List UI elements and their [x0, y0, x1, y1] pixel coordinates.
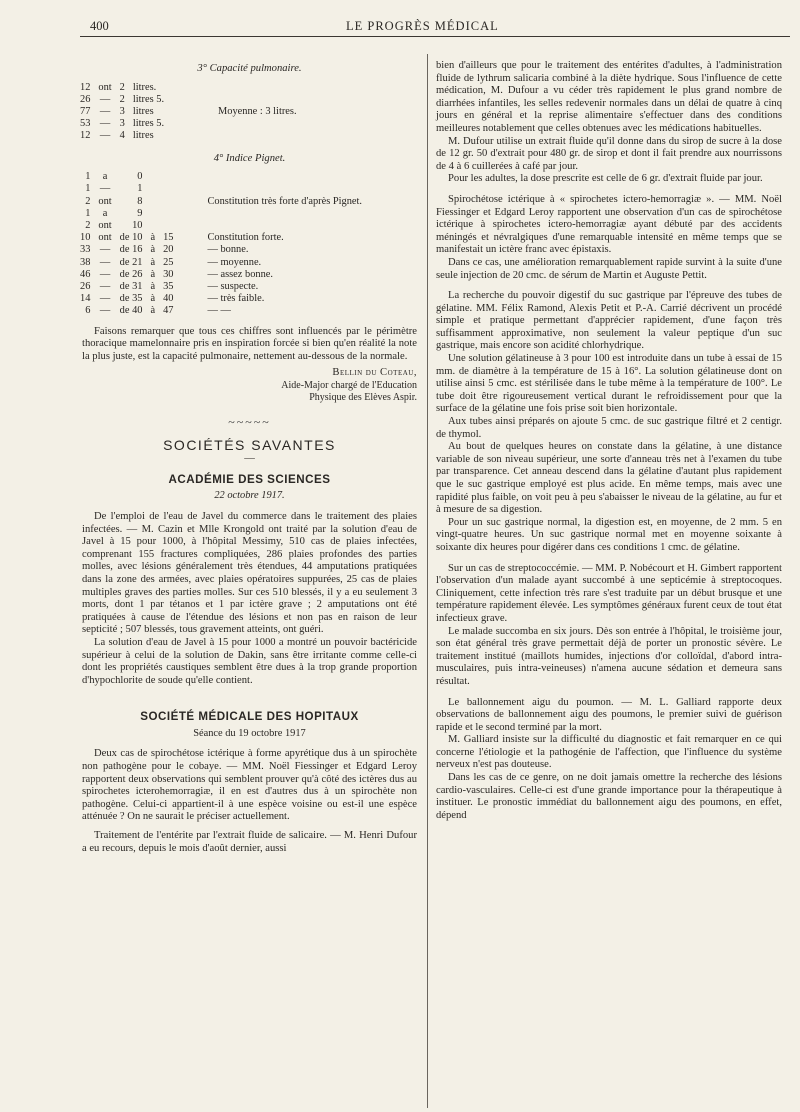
pignet-cell-n: 2 [85, 220, 91, 232]
capacity-row [76, 94, 301, 106]
pignet-cell-desc [177, 220, 366, 232]
capacity-cell-unit: litres 5. [132, 93, 165, 105]
pignet-cell-a [146, 171, 159, 183]
remark-paragraph: Faisons remarquer que tous ces chiffres sont influencés par le périmètre thoracique mamelonnaire pris en inspiration forcée si bien qu'en réalité la note la plus juste, est la capacité pulmonaire, nettement au-dessous de la normale. [82, 325, 417, 362]
capacity-cell-n: 77 [80, 106, 91, 117]
digestive-power-paragraph: La recherche du pouvoir digestif du suc gastrique par l'épreuve des tubes de gélatine. MM. Félix Ramond, Alexis Petit et P.-A. Carrié décrivent un procédé simple et pratique permettant d'apprécier rapidement, d'une façon très suffisamment approximative, non seulement la valeur peptique d'un suc gastrique, mais encore son acidité chlorhydrique. [436, 290, 782, 352]
normal-digestion-paragraph: Pour un suc gastrique normal, la digestion est, en moyenne, de 2 mm. 5 en vingt-quatre heures. Un suc gastrique normal met en moyenne soixante à soixante dix heures pour digérer dans ces conditions 1 cmc. de gélatine. [436, 516, 782, 553]
capacity-cell-unit: litres [132, 130, 154, 142]
capacity-row [76, 106, 301, 118]
pignet-cell-b [159, 208, 177, 220]
spirochetes-result-paragraph: Dans ce cas, une amélioration remarquablement rapide survint à la suite d'une seule injection de 20 cmc. de sérum de Martin et Auguste Pettit. [436, 256, 782, 281]
pignet-cell-op: ont [98, 220, 112, 232]
pignet-cell-v: de 35 [119, 293, 143, 305]
capacity-cell-v: 2 [119, 81, 125, 93]
capacity-cell-unit: litres. [132, 81, 157, 93]
capacity-cell-note: Moyenne : 3 litres. [218, 106, 297, 117]
cardio-vascular-paragraph: Dans les cas de ce genre, on ne doit jamais omettre la recherche des lésions cardio-vasculaires. Celle-ci est d'une grande importance pour la thérapeutique à instituer. Le pronostic immédiat du ballonnement aigu des poumons, en effet, dépend [436, 772, 782, 821]
academy-heading: ACADÉMIE DES SCIENCES [168, 472, 331, 486]
pignet-cell-op: ont [98, 232, 112, 244]
capacity-heading: 3° Capacité pulmonaire. [197, 63, 302, 74]
capacity-cell-note [168, 82, 301, 94]
pignet-heading: 4° Indice Pignet. [213, 152, 286, 164]
salicaire-continuation: bien d'ailleurs que pour le traitement des entérites d'adultes, à l'administration fluide de lythrum salicaria combiné à la diète hydrique. Sous l'influence de cette médication, M. Dufour a vu céder très rapidement le plus grand nombre de diarrhées infantiles, les selles redevenir normales dans un délai de quatre à cinq jours en général et la reprise alimentaire s'effectuer dans des conditions meilleures notablement que celles obtenues avec les médications habituelles. [436, 60, 782, 134]
pignet-cell-op: — [99, 305, 111, 317]
streptococcemia-outcome-paragraph: Le malade succomba en six jours. Dès son entrée à l'hôpital, le troisième jour, son état général très grave permettait déjà de porter un pronostic sévère. Le traitement institué (maillots humides, injections d'or colloïdal, d'abord intra-musculaires, puis intra-veineuses) n'amena aucune sédation et demeura sans résultat. [436, 625, 782, 687]
capacity-row [76, 130, 301, 142]
capacity-cell-n: 12 [80, 130, 91, 142]
ring-observation-paragraph: Au bout de quelques heures on constate dans la gélatine, à une distance variable de son niveau supérieur, une sorte d'anneau très net à l'examen du tube par transparence. Cet anneau descend dans la gélatine d'autant plus rapidement que le suc gastrique employé est plus acide. En même temps, mais avec une rapidité plus faible, on voit peu à peu s'abaisser le niveau de la gélatine, au fur et à mesure de sa digestion. [436, 441, 782, 516]
pignet-row [76, 244, 366, 256]
pignet-cell-a: à [150, 281, 156, 293]
pignet-cell-desc: — — [207, 305, 231, 317]
javel-paragraph-1: De l'emploi de l'eau de Javel du commerce dans le traitement des plaies infectées. — M. Cazin et Mlle Krongold ont traité par la solution d'eau de Javel à 15 pour 1000, à l'hôpital Messimy, 510 cas de plaies infectées, comprenant 155 fractures compliquées, 286 plaies profondes des parties molles, avec lésions généralement très étendues, 44 amputations pratiquées dans la zone des armées, avec plaies opératoires suppurées, 25 cas de plaies multiples graves des parties molles. Sur ces 510 blessés, il y a eu seulement 3 morts, dont 1 par tétanos et 1 par ictère grave ; 2 amputations ont été pratiquées à cause de l'étendue des lésions et non pas en raison de leur septicité ; 507 blessés, tous gravement atteints, ont guéri. [82, 510, 417, 636]
pignet-cell-n: 46 [80, 268, 91, 280]
pignet-cell-desc: — suspecte. [207, 281, 259, 293]
pignet-row [76, 305, 366, 317]
capacity-cell-v: 3 [119, 106, 125, 117]
pignet-cell-a [146, 196, 159, 208]
pignet-cell-b: 30 [163, 268, 174, 280]
pignet-cell-n: 1 [85, 171, 91, 183]
header-rule [80, 36, 790, 37]
spirochetosis-paragraph: Deux cas de spirochétose ictérique à forme apyrétique dus à un spirochète non pathogène pour le cobaye. — MM. Noël Fiessinger et Edgard Leroy rapportent deux observations qui semblent prouver qu'à côté des ictères dus au spirochetes icterohemorragiæ, il en est d'autres dus à un spirochète non pathogène. Celui-ci appartient-il à une espèce voisine ou est-il une espèce atténuée ? On ne saurait le préciser actuellement. [82, 748, 417, 823]
pignet-cell-desc: — assez bonne. [207, 268, 273, 280]
societies-heading: SOCIÉTÉS SAVANTES [163, 436, 336, 453]
capacity-row [76, 118, 301, 130]
pignet-cell-desc: Constitution très forte d'après Pignet. [207, 195, 363, 207]
pignet-cell-desc [177, 183, 366, 195]
salicaire-dose-paragraph: M. Dufour utilise un extrait fluide qu'il donne dans du sirop de sucre à la dose de 12 gr. 50 d'extrait pour 480 gr. de sirop et dont il fait prendre aux nourrissons de 4 à 6 cuillerées à café par jour. [436, 135, 782, 172]
pignet-cell-v: 1 [137, 183, 143, 195]
gelatin-solution-paragraph: Une solution gélatineuse à 3 pour 100 est introduite dans un tube à essai de 15 mm. de diamètre à la température de 15 à 16°. La solution gélatineuse dont on utilise ainsi 5 cmc. est stérilisée dans le tube même à la température de 100°. Le tube doit être rigoureusement vertical durant le refroidissement pour que la surface de la gélatine une fois prise soit bien horizontale. [436, 353, 782, 415]
pignet-row [76, 208, 366, 220]
pignet-cell-a: à [150, 232, 156, 244]
pignet-row [76, 171, 366, 183]
section-ornament: ~~~~~ [228, 415, 271, 430]
pignet-cell-op: — [99, 183, 111, 195]
pignet-cell-n: 2 [85, 195, 91, 207]
pignet-cell-n: 14 [80, 293, 91, 305]
hospital-session-date: Séance du 19 octobre 1917 [193, 727, 306, 739]
pignet-row [76, 183, 366, 195]
pignet-cell-v: de 26 [119, 268, 143, 280]
capacity-cell-n: 53 [80, 118, 91, 130]
pignet-row [76, 293, 366, 305]
pignet-cell-n: 1 [85, 207, 91, 219]
pignet-cell-op: — [99, 268, 111, 280]
pignet-row [76, 281, 366, 293]
capacity-cell-op: — [99, 130, 111, 142]
pignet-table [76, 171, 366, 317]
journal-title: LE PROGRÈS MÉDICAL [346, 19, 499, 33]
capacity-cell-n: 26 [80, 93, 91, 105]
page-header [0, 0, 800, 38]
academy-date: 22 octobre 1917. [214, 490, 285, 502]
capacity-cell-unit: litres [132, 106, 154, 117]
pignet-cell-b [159, 196, 177, 208]
column-divider [427, 54, 428, 1108]
author-signature: Bellin du Coteau, [332, 367, 417, 379]
pignet-cell-b [159, 220, 177, 232]
capacity-cell-note [168, 130, 301, 142]
streptococcemia-paragraph: Sur un cas de streptococcémie. — MM. P. Nobécourt et H. Gimbert rapportent l'observation d'un malade ayant succombé à une septicémie à streptocoques. Cliniquement, cette infection très rare s'est traduite par un début brusque et une température rapidement élevée. Les symptômes généraux furent ceux de tout état infectieux grave. [436, 562, 782, 624]
page-number: 400 [90, 19, 109, 33]
pignet-cell-v: de 31 [119, 281, 143, 293]
pignet-cell-op: — [99, 244, 111, 256]
pignet-cell-op: ont [98, 195, 112, 207]
pignet-cell-a: à [150, 305, 156, 317]
capacity-cell-unit: litres 5. [132, 118, 165, 130]
javel-paragraph-2: La solution d'eau de Javel à 15 pour 1000 a montré un pouvoir bactéricide supérieur à celui de la solution de Dakin, sans être irritante comme celle-ci dont les propriétés caustiques semblent être dues à la trop grande proportion d'hypochlorite de soude qu'elle contient. [82, 636, 417, 686]
hospital-society-heading: SOCIÉTÉ MÉDICALE DES HOPITAUX [140, 710, 359, 724]
pignet-cell-op: — [99, 293, 111, 305]
capacity-cell-note [168, 118, 301, 130]
salicaire-adult-paragraph: Pour les adultes, la dose prescrite est celle de 6 gr. d'extrait fluide par jour. [448, 173, 763, 185]
pignet-cell-v: de 10 [119, 232, 143, 244]
pignet-row [76, 232, 366, 244]
pignet-cell-a [146, 183, 159, 195]
pignet-cell-b: 25 [163, 256, 174, 268]
capacity-cell-n: 12 [80, 81, 91, 93]
galliard-diagnosis-paragraph: M. Galliard insiste sur la difficulté du diagnostic et fait remarquer en ce qui concerne l'étiologie et la pathogénie de l'affection, que l'influence du système nerveux n'est pas douteuse. [436, 734, 782, 771]
pignet-cell-desc: — bonne. [207, 244, 249, 256]
pignet-cell-desc: — moyenne. [207, 256, 262, 268]
pignet-cell-op: a [102, 207, 108, 219]
capacity-cell-note [168, 94, 301, 106]
author-role-line-1: Aide-Major chargé de l'Education [281, 380, 417, 392]
capacity-cell-op: — [99, 93, 111, 105]
pignet-cell-v: de 16 [119, 244, 143, 256]
pignet-cell-v: de 40 [119, 305, 143, 317]
capacity-cell-op: — [99, 106, 111, 117]
right-column [436, 60, 782, 822]
pignet-cell-v: 0 [137, 171, 143, 183]
pignet-cell-n: 38 [80, 256, 91, 268]
lung-ballooning-paragraph: Le ballonnement aigu du poumon. — M. L. Galliard rapporte deux observations de ballonnement aigu des poumons, le premier suivi de guérison rapide et le second terminé par la mort. [436, 696, 782, 733]
capacity-cell-op: ont [98, 81, 112, 93]
pignet-row [76, 269, 366, 281]
capacity-table [76, 82, 301, 143]
pignet-cell-a [146, 208, 159, 220]
capacity-cell-op: — [99, 118, 111, 130]
pignet-cell-n: 33 [80, 244, 91, 256]
pignet-cell-b: 35 [163, 281, 174, 293]
pignet-cell-b: 40 [163, 293, 174, 305]
capacity-cell-v: 4 [119, 130, 125, 142]
pignet-cell-a: à [150, 293, 156, 305]
pignet-cell-a: à [150, 268, 156, 280]
pignet-cell-n: 1 [85, 183, 91, 195]
pignet-row [76, 257, 366, 269]
pignet-row [76, 196, 366, 208]
pignet-cell-desc: — très faible. [207, 293, 265, 305]
pignet-cell-n: 26 [80, 281, 91, 293]
heading-dash: — [244, 453, 255, 465]
pignet-cell-b: 15 [163, 232, 174, 244]
pignet-cell-desc: Constitution forte. [207, 232, 284, 244]
pignet-cell-op: — [99, 281, 111, 293]
pignet-cell-n: 10 [80, 232, 91, 244]
pignet-cell-a [146, 220, 159, 232]
pignet-cell-a: à [150, 244, 156, 256]
capacity-cell-v: 3 [119, 118, 125, 130]
pignet-cell-b: 47 [163, 305, 174, 317]
left-column [82, 60, 417, 855]
pignet-cell-b [159, 183, 177, 195]
pignet-cell-a: à [150, 256, 156, 268]
salicaire-paragraph: Traitement de l'entérite par l'extrait fluide de salicaire. — M. Henri Dufour a eu recours, depuis le mois d'août dernier, aussi [82, 830, 417, 854]
pignet-cell-v: de 21 [119, 256, 143, 268]
pignet-cell-b [159, 171, 177, 183]
pignet-cell-v: 10 [132, 220, 143, 232]
capacity-row [76, 82, 301, 94]
pignet-cell-op: a [102, 171, 108, 183]
pignet-cell-desc [177, 171, 366, 183]
pignet-cell-n: 6 [85, 305, 91, 317]
spirochetes-paragraph: Spirochétose ictérique à « spirochetes ictero-hemorragiæ ». — MM. Noël Fiessinger et Edgard Leroy rapportent une observation d'un cas de spirochétose ictérique à spirochetes ictero-hemorragiæ ayant débuté par des accidents méningés et névralgiques d'une remarquable intensité en même temps que se manifestait un ictère franc avec épistaxis. [436, 193, 782, 256]
tube-preparation-paragraph: Aux tubes ainsi préparés on ajoute 5 cmc. de suc gastrique filtré et 2 centigr. de thymol. [436, 416, 782, 440]
pignet-cell-desc [177, 208, 366, 220]
pignet-row [76, 220, 366, 232]
pignet-cell-v: 9 [137, 207, 143, 219]
capacity-cell-v: 2 [119, 93, 125, 105]
pignet-cell-v: 8 [137, 195, 143, 207]
pignet-cell-b: 20 [163, 244, 174, 256]
pignet-cell-op: — [99, 256, 111, 268]
author-role-line-2: Physique des Elèves Aspir. [309, 392, 417, 404]
